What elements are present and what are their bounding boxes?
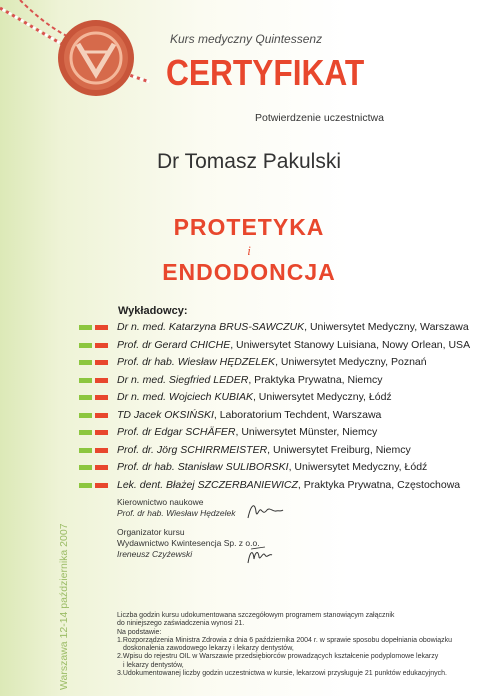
note-line: i lekarzy dentystów,	[123, 661, 184, 669]
lecturer-title: Prof. dr. Jörg	[117, 443, 178, 456]
note-line: Na podstawie:	[117, 628, 162, 636]
lecturer-affiliation: , Uniwersytet Münster, Niemcy	[235, 426, 378, 438]
lecturer-row	[0, 373, 498, 389]
note-line: Liczba godzin kursu udokumentowana szczegółowym programem stanowiącym załącznik	[117, 612, 395, 619]
lecturer-title: Prof. dr hab. Wiesław	[117, 356, 217, 368]
lecturer-surname: SZCZERBANIEWICZ	[197, 478, 298, 491]
bullet-bars	[79, 413, 110, 418]
bullet-bars	[79, 343, 110, 348]
lecturer-affiliation: , Praktyka Prywatna, Niemcy	[248, 373, 383, 386]
footnotes	[117, 612, 482, 678]
signature-icon	[245, 543, 275, 567]
organizer-person: Ireneusz Czyżewski	[117, 549, 193, 559]
lecturer-title: Prof. dr Gerard	[117, 338, 188, 351]
lecturer-title: Lek. dent. Błażej	[117, 478, 195, 491]
topic-conjunction: i	[247, 243, 251, 258]
lecturer-title: TD Jacek	[117, 408, 162, 421]
bullet-bars	[79, 395, 110, 400]
lecturer-surname: SULIBORSKI	[225, 461, 289, 473]
note-line: doskonalenia zawodowego lekarzy i lekarzy dentystów,	[123, 645, 294, 653]
lecturer-surname: SCHIRRMEISTER	[180, 443, 268, 456]
bullet-bars	[79, 430, 110, 435]
lecturers-heading: Wykładowcy:	[118, 305, 188, 317]
lecturer-row	[0, 425, 498, 441]
bullet-bars	[79, 483, 110, 488]
lecturer-affiliation: , Uniwersytet Stanowy Luisiana, Nowy Orlean, USA	[230, 338, 471, 351]
lecturer-affiliation: , Laboratorium Techdent, Warszawa	[213, 408, 382, 421]
lecturer-surname: BRUS-SAWCZUK	[219, 321, 305, 333]
lecturer-title: Dr n. med. Katarzyna	[117, 321, 217, 333]
lecturer-row	[0, 443, 498, 459]
lecturer-surname: OKSIŃSKI	[164, 408, 214, 421]
lecturer-surname: KUBIAK	[214, 391, 253, 403]
lecturer-row	[0, 355, 498, 371]
course-organizer	[117, 527, 260, 560]
lecturer-row	[0, 320, 498, 336]
lecturer-affiliation: , Uniwersytet Freiburg, Niemcy	[267, 443, 411, 456]
lecturer-affiliation: , Uniwersytet Medyczny, Poznań	[275, 356, 427, 368]
lecturer-surname: HĘDZELEK	[219, 356, 276, 368]
lecturer-affiliation: , Uniwersytet Medyczny, Warszawa	[304, 321, 469, 333]
note-line: 3.Udokumentowanej liczby godzin uczestnictwa w kursie, lekarzowi przysługuje 21 punktów edukacyjnych.	[117, 670, 447, 678]
lecturer-row	[0, 338, 498, 354]
lecturer-row	[0, 460, 498, 476]
lecturer-title: Dr n. med. Siegfried	[117, 373, 211, 386]
lecturer-title: Prof. dr Edgar	[117, 426, 183, 438]
lecturer-affiliation: , Uniwersytet Medyczny, Łódź	[288, 461, 428, 473]
note-line: do niniejszego zaświadczenia wynosi 21.	[117, 620, 245, 628]
topic-line-2: ENDODONCJA	[162, 259, 336, 285]
participant-name: Dr Tomasz Pakulski	[157, 150, 341, 173]
lecturer-surname: LEDER	[213, 373, 249, 386]
date-location-vertical: Warszawa 12-14 października 2007	[58, 523, 70, 690]
lecturer-title: Dr n. med. Wojciech	[117, 391, 212, 403]
management-person: Prof. dr hab. Wiesław Hędzelek	[117, 508, 236, 518]
lecturer-row	[0, 478, 498, 494]
certificate-title: CERTYFIKAT	[166, 52, 365, 93]
certificate-subtitle: Potwierdzenie uczestnictwa	[255, 112, 384, 124]
wax-seal-icon	[0, 0, 150, 110]
organizer-company: Wydawnictwo Kwintesencja Sp. z o.o.	[117, 538, 260, 548]
note-line: 2.Wpisu do rejestru OIL w Warszawie przedsiębiorców prowadzących kształcenie podyplomowe lekarzy	[117, 653, 439, 661]
bullet-bars	[79, 465, 110, 470]
bullet-bars	[79, 325, 110, 330]
lecturer-surname: SCHÄFER	[185, 426, 236, 438]
organizer-label: Organizator kursu	[117, 527, 185, 537]
bullet-bars	[79, 448, 110, 453]
lecturer-row	[0, 408, 498, 424]
lecturer-affiliation: , Praktyka Prywatna, Częstochowa	[297, 478, 461, 491]
lecturer-affiliation: , Uniwersytet Medyczny, Łódź	[252, 391, 392, 403]
signature-icon	[245, 500, 285, 522]
course-line: Kurs medyczny Quintessenz	[170, 32, 323, 46]
lecturer-title: Prof. dr hab. Stanisław	[117, 461, 223, 473]
lecturer-row	[0, 390, 498, 406]
management-label: Kierownictwo naukowe	[117, 497, 204, 507]
lecturer-surname: CHICHE	[189, 338, 231, 351]
bullet-bars	[79, 360, 110, 365]
bullet-bars	[79, 378, 110, 383]
scientific-management	[117, 497, 236, 519]
topic-line-1: PROTETYKA	[173, 214, 325, 240]
note-line: 1.Rozporządzenia Ministra Zdrowia z dnia 6 października 2004 r. w sprawie sposobu dopełniania obowiązku	[117, 636, 453, 644]
